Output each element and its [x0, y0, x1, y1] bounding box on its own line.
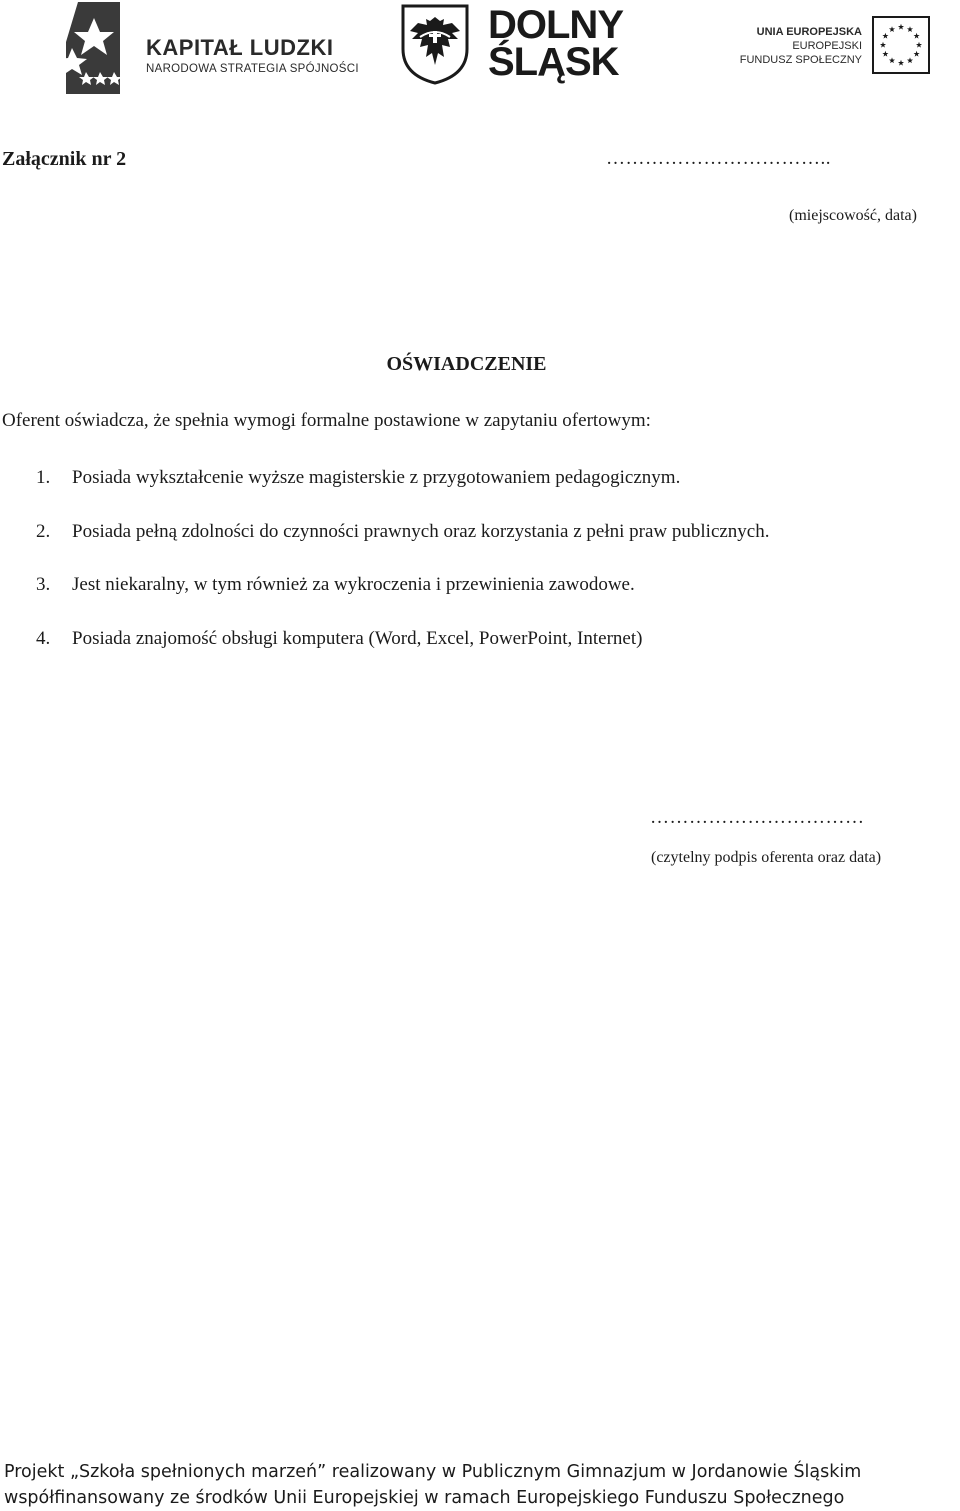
- list-item-text: Posiada pełną zdolności do czynności prawnych oraz korzystania z pełni praw publicznych.: [72, 520, 770, 542]
- kapital-ludzki-stars-logo-icon: [56, 2, 146, 98]
- dolny-slask-line1: DOLNY: [488, 3, 623, 47]
- dolny-slask-line2: ŚLĄSK: [488, 40, 619, 84]
- list-item-number: 3.: [36, 574, 51, 595]
- kapital-ludzki-subtitle: NARODOWA STRATEGIA SPÓJNOŚCI: [146, 63, 359, 75]
- list-item-number: 4.: [36, 627, 51, 649]
- place-date-field: ……………………………..: [606, 148, 831, 169]
- project-footer: [4, 1459, 861, 1511]
- place-date-caption: (miejscowość, data): [789, 207, 917, 224]
- unia-europejska-logo: [740, 16, 940, 80]
- list-item-number: 2.: [36, 520, 51, 542]
- list-item-text: Jest niekaralny, w tym również za wykroczenia i przewinienia zawodowe.: [72, 574, 635, 595]
- unia-europejska-line3: FUNDUSZ SPOŁECZNY: [739, 54, 862, 66]
- signature-caption: (czytelny podpis oferenta oraz data): [651, 849, 882, 866]
- unia-europejska-line1: UNIA EUROPEJSKA: [756, 26, 862, 38]
- kapital-ludzki-logo: [56, 2, 359, 98]
- eagle-coat-of-arms-icon: [400, 3, 470, 85]
- eu-flag-stars-icon: [872, 16, 930, 74]
- intro-paragraph: Oferent oświadcza, że spełnia wymogi formalne postawione w zapytaniu ofertowym:: [2, 410, 651, 431]
- footer-line1: Projekt „Szkoła spełnionych marzeń” realizowany w Publicznym Gimnazjum w Jordanowie Śląskim: [4, 1462, 862, 1482]
- unia-europejska-line2: EUROPEJSKI: [792, 40, 862, 52]
- unia-europejska-text: [740, 25, 862, 67]
- list-item-text: Posiada znajomość obsługi komputera (Word, Excel, PowerPoint, Internet): [72, 627, 643, 649]
- document-title: OŚWIADCZENIE: [386, 353, 547, 375]
- list-item-text: Posiada wykształcenie wyższe magisterskie z przygotowaniem pedagogicznym.: [72, 467, 681, 488]
- footer-line2: współfinansowany ze środków Unii Europejskiej w ramach Europejskiego Funduszu Społecznego: [4, 1488, 845, 1508]
- header-logos: [0, 0, 960, 100]
- dolny-slask-logo: [400, 3, 650, 85]
- signature-field: ……………………………: [650, 807, 865, 828]
- list-item-number: 1.: [36, 467, 51, 488]
- attachment-label: Załącznik nr 2: [2, 148, 127, 170]
- kapital-ludzki-title: KAPITAŁ LUDZKI: [146, 35, 334, 60]
